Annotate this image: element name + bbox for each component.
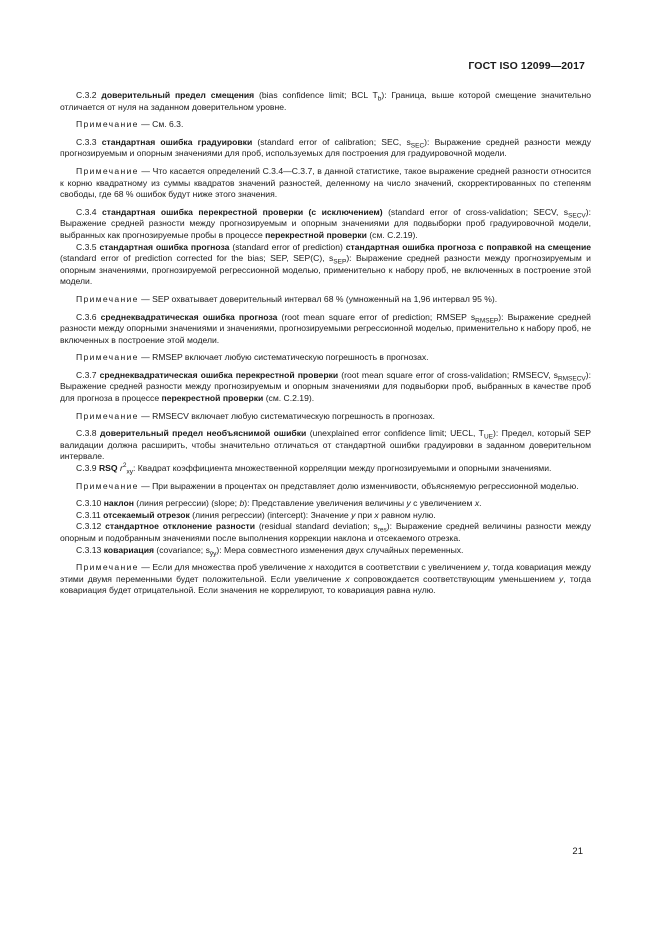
clause-term: отсекаемый отрезок bbox=[103, 509, 190, 520]
clause-term: RSQ bbox=[98, 463, 118, 474]
clause-number: C.3.9 bbox=[76, 463, 97, 474]
clause-number: C.3.3 bbox=[76, 136, 97, 147]
clause-number: C.3.2 bbox=[76, 90, 97, 100]
clause-c3-10: C.3.10 наклон (линия регрессии) (slope; b): Представление увеличения величины y с увеличением x. bbox=[76, 498, 482, 509]
clause-term: наклон bbox=[103, 498, 134, 509]
note-text: — RMSEP включает любую систематическую погрешность в прогнозах. bbox=[141, 352, 429, 363]
clause-term-2: стандартная ошибка прогноза с поправкой на смещение bbox=[345, 241, 592, 252]
clause-c3-12: C.3.12 стандартное отклонение разности (residual standard deviation; $s_{res}$): Выражение средней величины разности между опорным и подобранным значениями после выполнения коррекции наклона и отсекаемого отрезка. bbox=[60, 521, 591, 543]
note-label: Примечание bbox=[76, 352, 139, 363]
note-text: — RMSECV включает любую систематическую погрешность в прогнозах. bbox=[141, 410, 435, 421]
clause-c3-8: C.3.8 доверительный предел необъяснимой ошибки (unexplained error confidence limit; UECL, $T_{UE}$): Предел, который SEP валидации должна расширить, чтобы значительно отличаться от стандартной ошибки градуировки в заданном доверительном интервале. bbox=[60, 428, 592, 462]
note-4 bbox=[60, 352, 591, 364]
clause-number: C.3.4 bbox=[76, 206, 97, 217]
note-label: Примечание bbox=[76, 293, 139, 304]
clause-number: C.3.5 bbox=[76, 241, 97, 252]
note-text: — SEP охватывает доверительный интервал 68 % (умноженный на 1,96 интервал 95 %). bbox=[141, 293, 498, 304]
clause-c3-3: C.3.3 стандартная ошибка градуировки (standard error of calibration; SEC, $s_{SEC}$): Выражение средней разности между прогнозируемым и опорным значениями для проб, используемых для построения для градуировочной модели. bbox=[60, 136, 592, 159]
clause-c3-5: C.3.5 стандартная ошибка прогноза (standard error of prediction) стандартная ошибка прогноза с поправкой на смещение (standard error of prediction corrected for the bias; SEP, SEP(C), $s_{SEP}$): Выражение средней разности между прогнозируемым и опорным значениями, прогнозируемой регрессионной моделью, применительно к набору проб, не включенных в построение этой модели. bbox=[60, 241, 592, 287]
note-text: — См. 6.3. bbox=[141, 119, 184, 130]
clause-term: среднеквадратическая ошибка прогноза bbox=[100, 311, 278, 322]
note-label: Примечание bbox=[76, 562, 139, 573]
clause-number: C.3.11 bbox=[76, 509, 101, 520]
standard-header: ГОСТ ISO 12099—2017 bbox=[468, 60, 585, 72]
note-label: Примечание bbox=[76, 410, 139, 421]
page-number: 21 bbox=[572, 846, 583, 857]
clause-term: ковариация bbox=[103, 544, 154, 555]
clause-c3-11: C.3.11 отсекаемый отрезок (линия регрессии) (intercept): Значение y при x равном нулю. bbox=[76, 509, 436, 520]
note-2 bbox=[60, 166, 591, 201]
clause-c3-6: C.3.6 среднеквадратическая ошибка прогноза (root mean square error of prediction; RMSEP $s_{RMSEP}$): Выражение средней разности между опорными значениями и значениями, прогнозируемыми регрессионной моделью, применительно к набору проб, не включенных в построение этой модели. bbox=[60, 311, 591, 345]
clause-term: доверительный предел необъяснимой ошибки bbox=[100, 428, 307, 439]
clause-term: доверительный предел смещения bbox=[101, 90, 255, 100]
clause-c3-9: C.3.9 RSQ $r^2_{xy}$: Квадрат коэффициента множественной корреляции между прогнозируемыми и опорными значениями. bbox=[76, 462, 552, 476]
document-body bbox=[60, 90, 591, 597]
clause-term: стандартная ошибка градуировки bbox=[101, 136, 253, 147]
note-label: Примечание bbox=[76, 119, 139, 130]
clause-term: среднеквадратическая ошибка перекрестной проверки bbox=[99, 369, 339, 380]
clause-term: стандартная ошибка перекрестной проверки (с исключением) bbox=[101, 206, 383, 217]
clause-number: C.3.13 bbox=[76, 544, 102, 555]
note-label: Примечание bbox=[76, 480, 139, 491]
note-text: — Что касается определений C.3.4—C.3.7, в данной статистике, такое выражение средней разности относится к корню квадратному из суммы квадратов значений разностей, деленному на число значений, скорректированных по степеням свободы, где 68 % ошибок будут ниже этого значения. bbox=[60, 165, 591, 200]
clause-number: C.3.8 bbox=[76, 428, 97, 439]
note-1 bbox=[60, 119, 591, 131]
clause-term: стандартное отклонение разности bbox=[105, 521, 255, 532]
note-text: — При выражении в процентах он представляет долю изменчивости, объясняемую регрессионной моделью. bbox=[141, 480, 579, 491]
note-6 bbox=[60, 481, 591, 493]
clause-term: стандартная ошибка прогноза bbox=[99, 241, 230, 252]
clause-number: C.3.7 bbox=[76, 369, 97, 380]
clause-number: C.3.12 bbox=[76, 521, 102, 532]
clause-c3-13: C.3.13 ковариация (covariance; $s_{ŷy}$): Мера совместного изменения двух случайных переменных. bbox=[76, 544, 464, 558]
clause-c3-4: C.3.4 стандартная ошибка перекрестной проверки (с исключением) (standard error of cross-validation; SECV, $s_{SECV}$): Выражение средней разности между прогнозируемым и опорным значениями для подвыборки проб градуировочной модели, выбранных как прогнозируемые пробы в процессе перекрестной проверки (см. C.2.19). bbox=[60, 206, 592, 240]
clause-c3-7: C.3.7 среднеквадратическая ошибка перекрестной проверки (root mean square error of cross-validation; RMSECV, $s_{RMSECV}$): Выражение средней разности между прогнозируемым и опорным значениями для подвыборки проб, выбранных в качестве проб для прогноза в процессе перекрестной проверки (см. C.2.19). bbox=[60, 369, 592, 404]
note-7: Примечание — Если для множества проб увеличение x находится в соответствии с увеличением y, тогда ковариация между этими двумя переменными будет положительной. Если увеличение x сопровождается соответствующим уменьшением y, тогда ковариация будет отрицательной. Если значения не коррелируют, то ковариация равна нулю. bbox=[60, 562, 592, 596]
clause-number: C.3.6 bbox=[76, 311, 97, 322]
note-3 bbox=[60, 294, 591, 306]
clause-c3-2: C.3.2 доверительный предел смещения (bias confidence limit; BCL $T_b$): Граница, выше которой смещение значительно отличается от нуля на заданном доверительном уровне. bbox=[60, 90, 591, 112]
note-label: Примечание bbox=[76, 165, 139, 176]
note-5 bbox=[60, 411, 591, 423]
clause-number: C.3.10 bbox=[76, 498, 102, 509]
